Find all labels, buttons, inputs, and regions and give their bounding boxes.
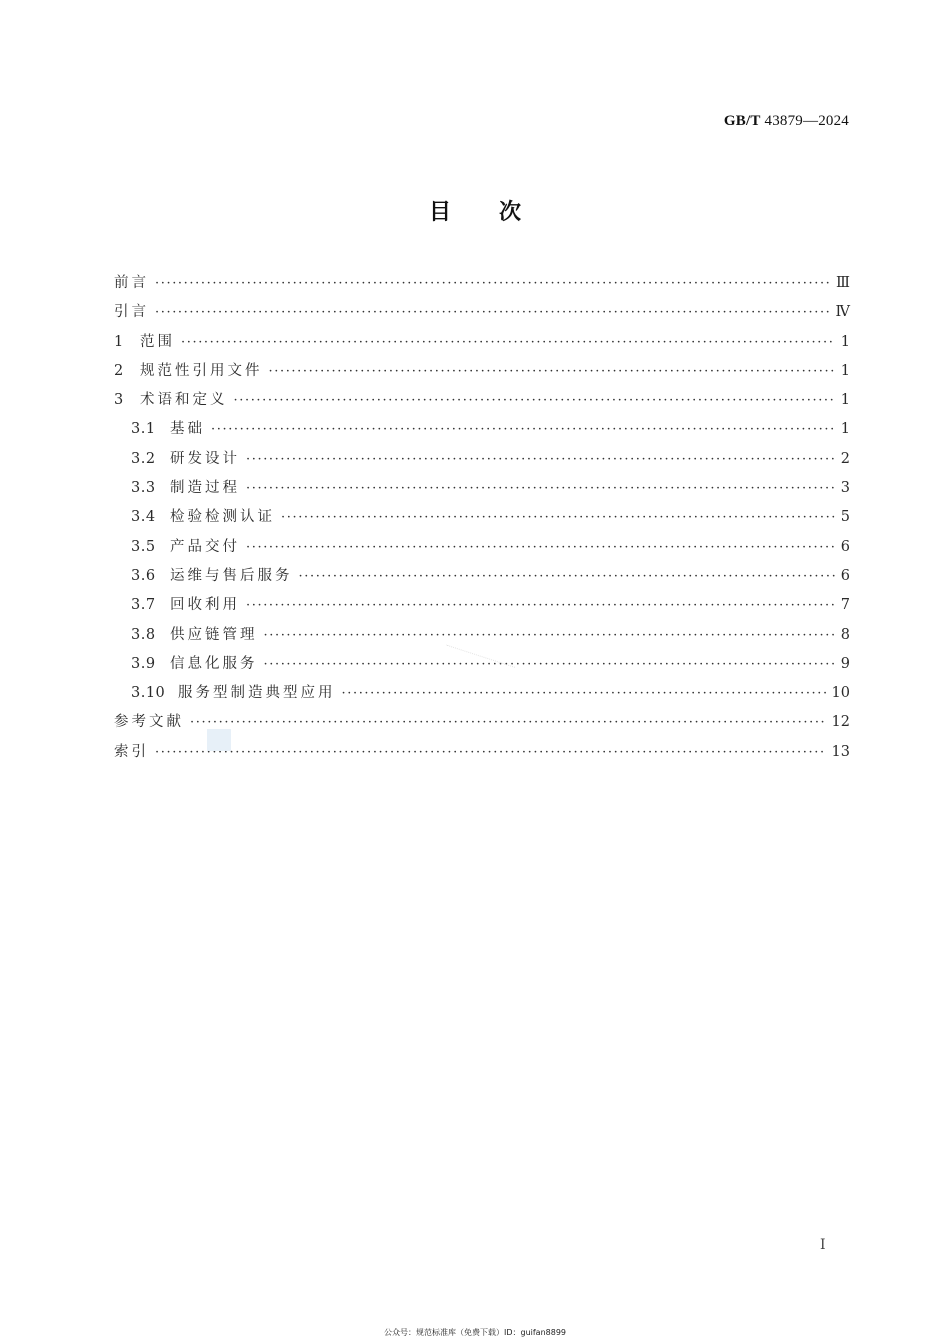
toc-entry-label: 运维与售后服务 — [170, 567, 293, 584]
toc-leader-dots — [246, 474, 835, 503]
toc-leader-dots — [181, 328, 835, 357]
page-number: Ⅰ — [820, 1238, 826, 1253]
toc-entry-page: 9 — [840, 655, 850, 672]
toc-entry-label: 服务型制造典型应用 — [178, 685, 336, 702]
toc-entry-page: 1 — [840, 333, 850, 350]
toc-entry-number: 3.10 — [131, 685, 166, 702]
toc-entry-page: 12 — [831, 714, 850, 731]
toc-entry-label: 研发设计 — [170, 450, 240, 467]
toc-entry[interactable] — [114, 328, 850, 357]
toc-entry[interactable] — [114, 445, 850, 474]
toc-entry[interactable] — [114, 415, 850, 444]
toc-entry-page: 6 — [840, 567, 850, 584]
toc-leader-dots — [281, 503, 835, 532]
toc-entry[interactable] — [114, 298, 850, 327]
toc-entry[interactable] — [114, 621, 850, 650]
toc-entry-number: 3 — [114, 392, 124, 409]
toc-entry[interactable] — [114, 562, 850, 591]
toc-entry-number: 3.1 — [131, 421, 156, 438]
toc-leader-dots — [155, 298, 830, 327]
toc-entry-page: Ⅲ — [836, 275, 850, 291]
toc-leader-dots — [190, 708, 826, 737]
toc-entry-number: 3.4 — [131, 509, 156, 526]
standard-code — [724, 113, 849, 130]
toc-entry-page: 2 — [840, 450, 850, 467]
page-title: 目次 — [428, 200, 569, 225]
toc-entry-label: 前言 — [114, 275, 149, 291]
toc-entry-label: 信息化服务 — [170, 655, 258, 672]
toc-leader-dots — [299, 562, 835, 591]
toc-leader-dots — [264, 621, 835, 650]
toc-entry-label: 制造过程 — [170, 480, 240, 497]
toc-entry-page: 6 — [840, 538, 850, 555]
toc-entry[interactable] — [114, 503, 850, 532]
toc-leader-dots — [342, 679, 826, 708]
toc-entry[interactable] — [114, 474, 850, 503]
toc-leader-dots — [246, 591, 835, 620]
toc-leader-dots — [155, 269, 830, 298]
toc-entry-label: 参考文献 — [114, 714, 184, 731]
toc-leader-dots — [246, 533, 835, 562]
toc-leader-dots — [211, 415, 835, 444]
toc-entry-number: 2 — [114, 362, 124, 379]
toc-entry-number: 3.6 — [131, 567, 156, 584]
toc-entry-label: 产品交付 — [170, 538, 240, 555]
toc-entry-number: 3.3 — [131, 480, 156, 497]
toc-entry-page: 1 — [840, 421, 850, 438]
toc-entry-number: 3.5 — [131, 538, 156, 555]
toc-entry-label: 范围 — [140, 333, 175, 350]
toc-entry-number: 3.8 — [131, 626, 156, 643]
toc-leader-dots — [234, 386, 835, 415]
toc-entry-page: 8 — [840, 626, 850, 643]
toc-entry-page: 13 — [831, 743, 850, 760]
toc-entry-number: 3.2 — [131, 450, 156, 467]
toc-entry-page: 1 — [840, 392, 850, 409]
toc-entry-page: 10 — [831, 685, 850, 702]
toc-entry-label: 基础 — [170, 421, 205, 438]
toc-entry-page: 5 — [840, 509, 850, 526]
toc-entry[interactable] — [114, 386, 850, 415]
toc-entry[interactable] — [114, 269, 850, 298]
standard-code-number: 43879—2024 — [764, 113, 849, 129]
toc-entry-label: 供应链管理 — [170, 626, 258, 643]
toc-entry-page: 3 — [840, 480, 850, 497]
footer-note: 公众号：规范标准库（免费下载）ID：guifan8899 — [383, 1328, 567, 1337]
toc-leader-dots — [246, 445, 835, 474]
standard-code-prefix: GB/T — [723, 113, 761, 129]
watermark-logo — [207, 729, 231, 751]
toc-entry-page: 7 — [840, 597, 850, 614]
toc-leader-dots — [269, 357, 835, 386]
toc-entry-number: 3.9 — [131, 655, 156, 672]
toc-entry-label: 规范性引用文件 — [140, 362, 263, 379]
toc-entry-label: 检验检测认证 — [170, 509, 275, 526]
toc-entry[interactable] — [114, 357, 850, 386]
table-of-contents — [114, 269, 850, 767]
toc-entry[interactable] — [114, 533, 850, 562]
toc-entry-page: Ⅳ — [835, 304, 850, 321]
toc-entry-page: 1 — [840, 362, 850, 379]
toc-entry[interactable] — [114, 591, 850, 620]
toc-leader-dots — [155, 738, 826, 767]
toc-entry-label: 术语和定义 — [140, 392, 228, 409]
toc-entry-label: 索引 — [114, 743, 149, 760]
toc-entry-label: 回收利用 — [170, 597, 240, 614]
toc-entry-label: 引言 — [114, 304, 149, 321]
toc-entry-number: 3.7 — [131, 597, 156, 614]
toc-leader-dots — [264, 650, 835, 679]
toc-entry-number: 1 — [114, 333, 124, 350]
